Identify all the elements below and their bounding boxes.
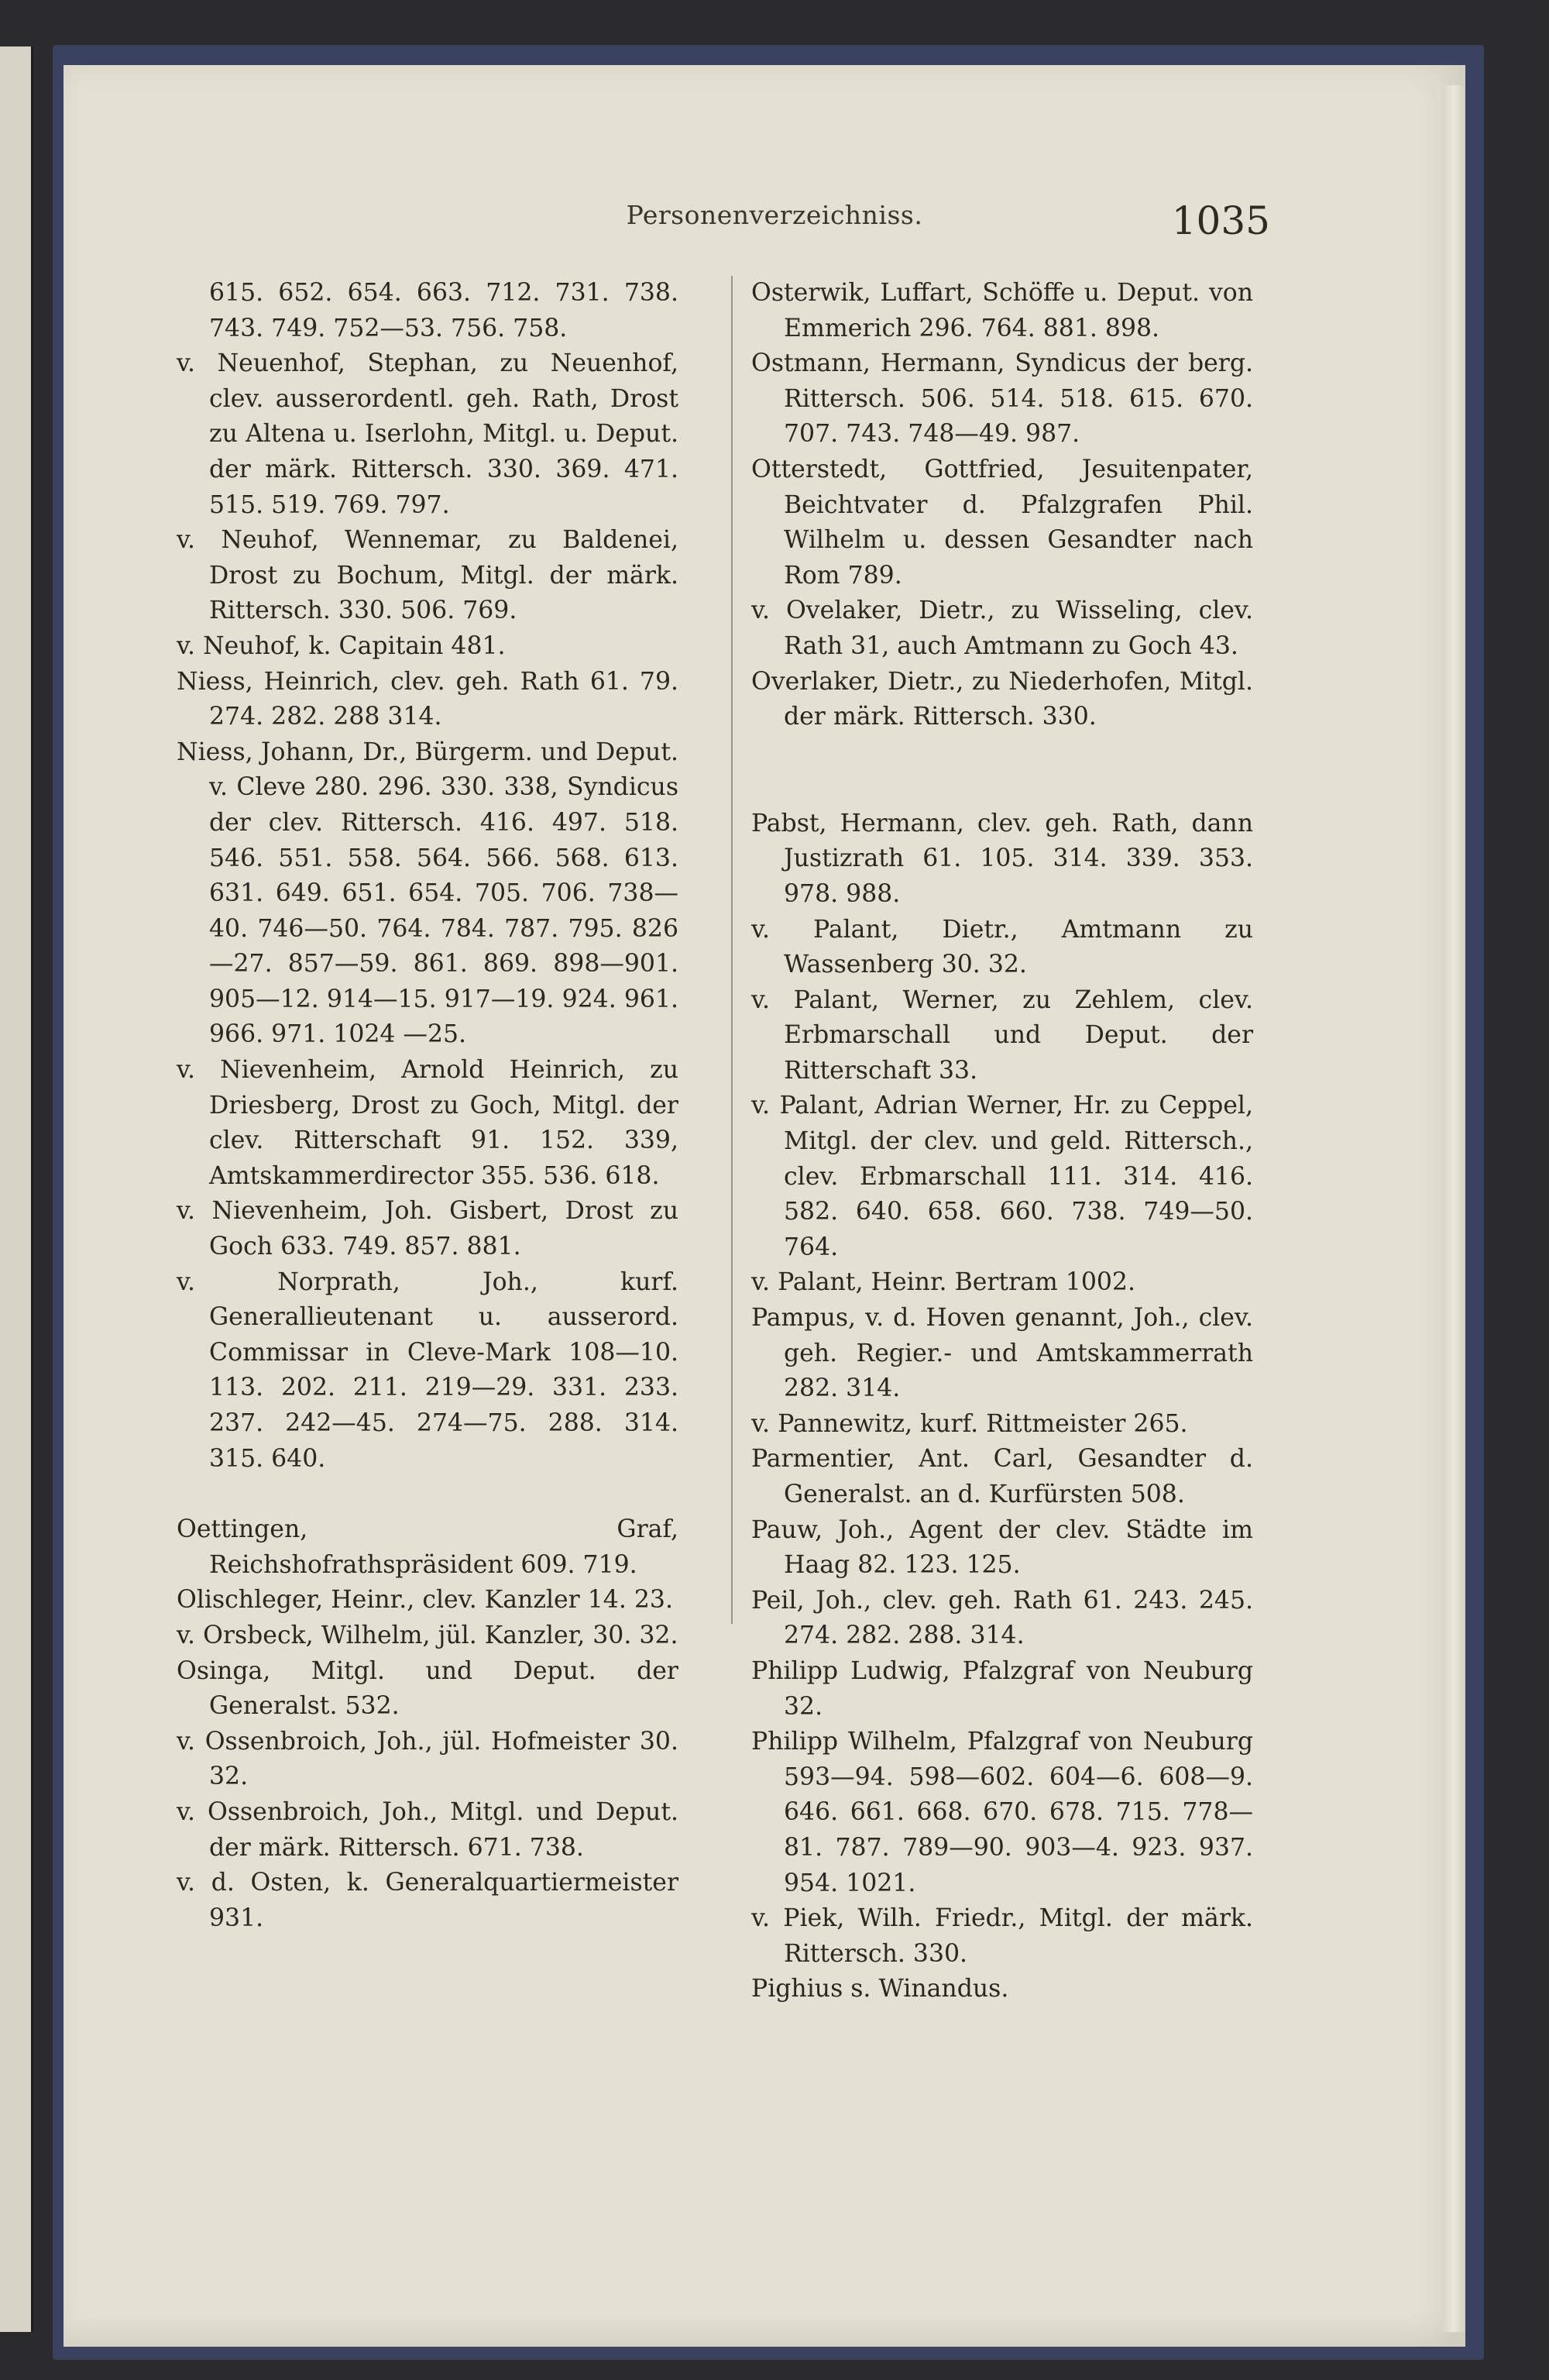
right-column bbox=[751, 276, 1253, 2007]
index-entry: Osinga, Mitgl. und Deput. der Generalst. 532. bbox=[177, 1656, 678, 1721]
page-fore-edge bbox=[1442, 85, 1465, 2332]
index-entry: Parmentier, Ant. Carl, Gesandter d. Generalst. an d. Kurfürsten 508. bbox=[751, 1445, 1253, 1508]
index-entry: v. Palant, Adrian Werner, Hr. zu Ceppel, Mitgl. der clev. und geld. Rittersch., clev. Erbmarschall 111. 314. 416. 582. 640. 658. 660. 738. 749—50. 764. bbox=[751, 1092, 1253, 1261]
index-entry: Philipp Ludwig, Pfalzgraf von Neuburg 32. bbox=[751, 1656, 1253, 1721]
index-entry: Pabst, Hermann, clev. geh. Rath, dann Justizrath 61. 105. 314. 339. 353. 978. 988. bbox=[751, 809, 1253, 908]
index-entry: v. Piek, Wilh. Friedr., Mitgl. der märk. Rittersch. 330. bbox=[751, 1904, 1253, 1968]
index-entry: Pampus, v. d. Hoven genannt, Joh., clev. geh. Regier.- und Amtskammerrath 282. 314. bbox=[751, 1304, 1253, 1403]
page-number: 1035 bbox=[1171, 198, 1270, 243]
index-entry: v. Ossenbroich, Joh., jül. Hofmeister 30. 32. bbox=[177, 1727, 678, 1791]
index-entry: Philipp Wilhelm, Pfalzgraf von Neuburg 593—94. 598—602. 604—6. 608—9. 646. 661. 668. 670. 678. 715. 778—81. 787. 789—90. 903—4. 923. 937. 954. 1021. bbox=[751, 1728, 1253, 1897]
index-entry: Otterstedt, Gottfried, Jesuitenpater, Beichtvater d. Pfalzgrafen Phil. Wilhelm u. dessen Gesandter nach Rom 789. bbox=[751, 455, 1253, 590]
index-entry: v. Neuenhof, Stephan, zu Neuenhof, clev. ausserordentl. geh. Rath, Drost zu Altena u. Iserlohn, Mitgl. u. Deput. der märk. Rittersch. 330. 369. 471. 515. 519. 769. 797. bbox=[177, 349, 678, 519]
index-entry: v. Pannewitz, kurf. Rittmeister 265. bbox=[751, 1409, 1188, 1438]
index-entry: Peil, Joh., clev. geh. Rath 61. 243. 245. 274. 282. 288. 314. bbox=[751, 1586, 1253, 1650]
index-entry: Osterwik, Luffart, Schöffe u. Deput. von Emmerich 296. 764. 881. 898. bbox=[751, 279, 1253, 342]
index-entry: Oettingen, Graf, Reichshofrathspräsident 609. 719. bbox=[177, 1515, 678, 1579]
index-entry: Pauw, Joh., Agent der clev. Städte im Haag 82. 123. 125. bbox=[751, 1515, 1253, 1580]
letter-section-gap bbox=[751, 735, 1253, 807]
column-divider bbox=[731, 276, 733, 1624]
left-column bbox=[177, 276, 678, 1936]
index-entry: v. Orsbeck, Wilhelm, jül. Kanzler, 30. 32. bbox=[177, 1621, 678, 1649]
index-entry: Niess, Heinrich, clev. geh. Rath 61. 79. 274. 282. 288 314. bbox=[177, 667, 678, 731]
index-entry: Pighius s. Winandus. bbox=[751, 1975, 1009, 2003]
index-entry: v. Nievenheim, Joh. Gisbert, Drost zu Goch 633. 749. 857. 881. bbox=[177, 1197, 678, 1261]
index-entry: v. Nievenheim, Arnold Heinrich, zu Driesberg, Drost zu Goch, Mitgl. der clev. Ritterschaft 91. 152. 339, Amtskammerdirector 355. 536. 618. bbox=[177, 1056, 678, 1190]
index-entry: v. Palant, Heinr. Bertram 1002. bbox=[751, 1268, 1135, 1297]
index-entry: v. Ossenbroich, Joh., Mitgl. und Deput. der märk. Rittersch. 671. 738. bbox=[177, 1797, 678, 1862]
index-entry: Overlaker, Dietr., zu Niederhofen, Mitgl. der märk. Rittersch. 330. bbox=[751, 667, 1253, 731]
index-entry: v. Palant, Werner, zu Zehlem, clev. Erbmarschall und Deput. der Ritterschaft 33. bbox=[751, 985, 1253, 1085]
index-entry: Niess, Johann, Dr., Bürgerm. und Deput. v. Cleve 280. 296. 330. 338, Syndicus der clev. Rittersch. 416. 497. 518. 546. 551. 558. 564. 566. 568. 613. 631. 649. 651. 654. 705. 706. 738—40. 746—50. 764. 784. 787. 795. 826—27. 857—59. 861. 869. 898—901. 905—12. 914—15. 917—19. 924. 961. 966. 971. 1024 —25. bbox=[177, 738, 678, 1049]
index-entry: v. Neuhof, Wennemar, zu Baldenei, Drost zu Bochum, Mitgl. der märk. Rittersch. 330. 506. 769. bbox=[177, 526, 678, 625]
running-head-title: Personenverzeichniss. bbox=[626, 200, 923, 230]
index-entry: Olischleger, Heinr., clev. Kanzler 14. 23. bbox=[177, 1586, 673, 1615]
index-entry: v. Norprath, Joh., kurf. Generallieutenant u. ausserord. Commissar in Cleve-Mark 108—10. 113. 202. 211. 219—29. 331. 233. 237. 242—45. 274—75. 288. 314. 315. 640. bbox=[177, 1267, 678, 1473]
index-entry: v. Palant, Dietr., Amtmann zu Wassenberg 30. 32. bbox=[751, 915, 1253, 979]
index-entry: Ostmann, Hermann, Syndicus der berg. Rittersch. 506. 514. 518. 615. 670. 707. 743. 748—49. 987. bbox=[751, 349, 1253, 449]
previous-page-edge bbox=[0, 46, 33, 2332]
index-entry: v. Neuhof, k. Capitain 481. bbox=[177, 631, 506, 660]
index-entry: v. d. Osten, k. Generalquartiermeister 931. bbox=[177, 1869, 678, 1932]
index-entry: 615. 652. 654. 663. 712. 731. 738. 743. 749. 752—53. 756. 758. bbox=[209, 279, 678, 342]
letter-section-gap bbox=[177, 1477, 678, 1512]
index-entry: v. Ovelaker, Dietr., zu Wisseling, clev. Rath 31, auch Amtmann zu Goch 43. bbox=[751, 597, 1253, 660]
